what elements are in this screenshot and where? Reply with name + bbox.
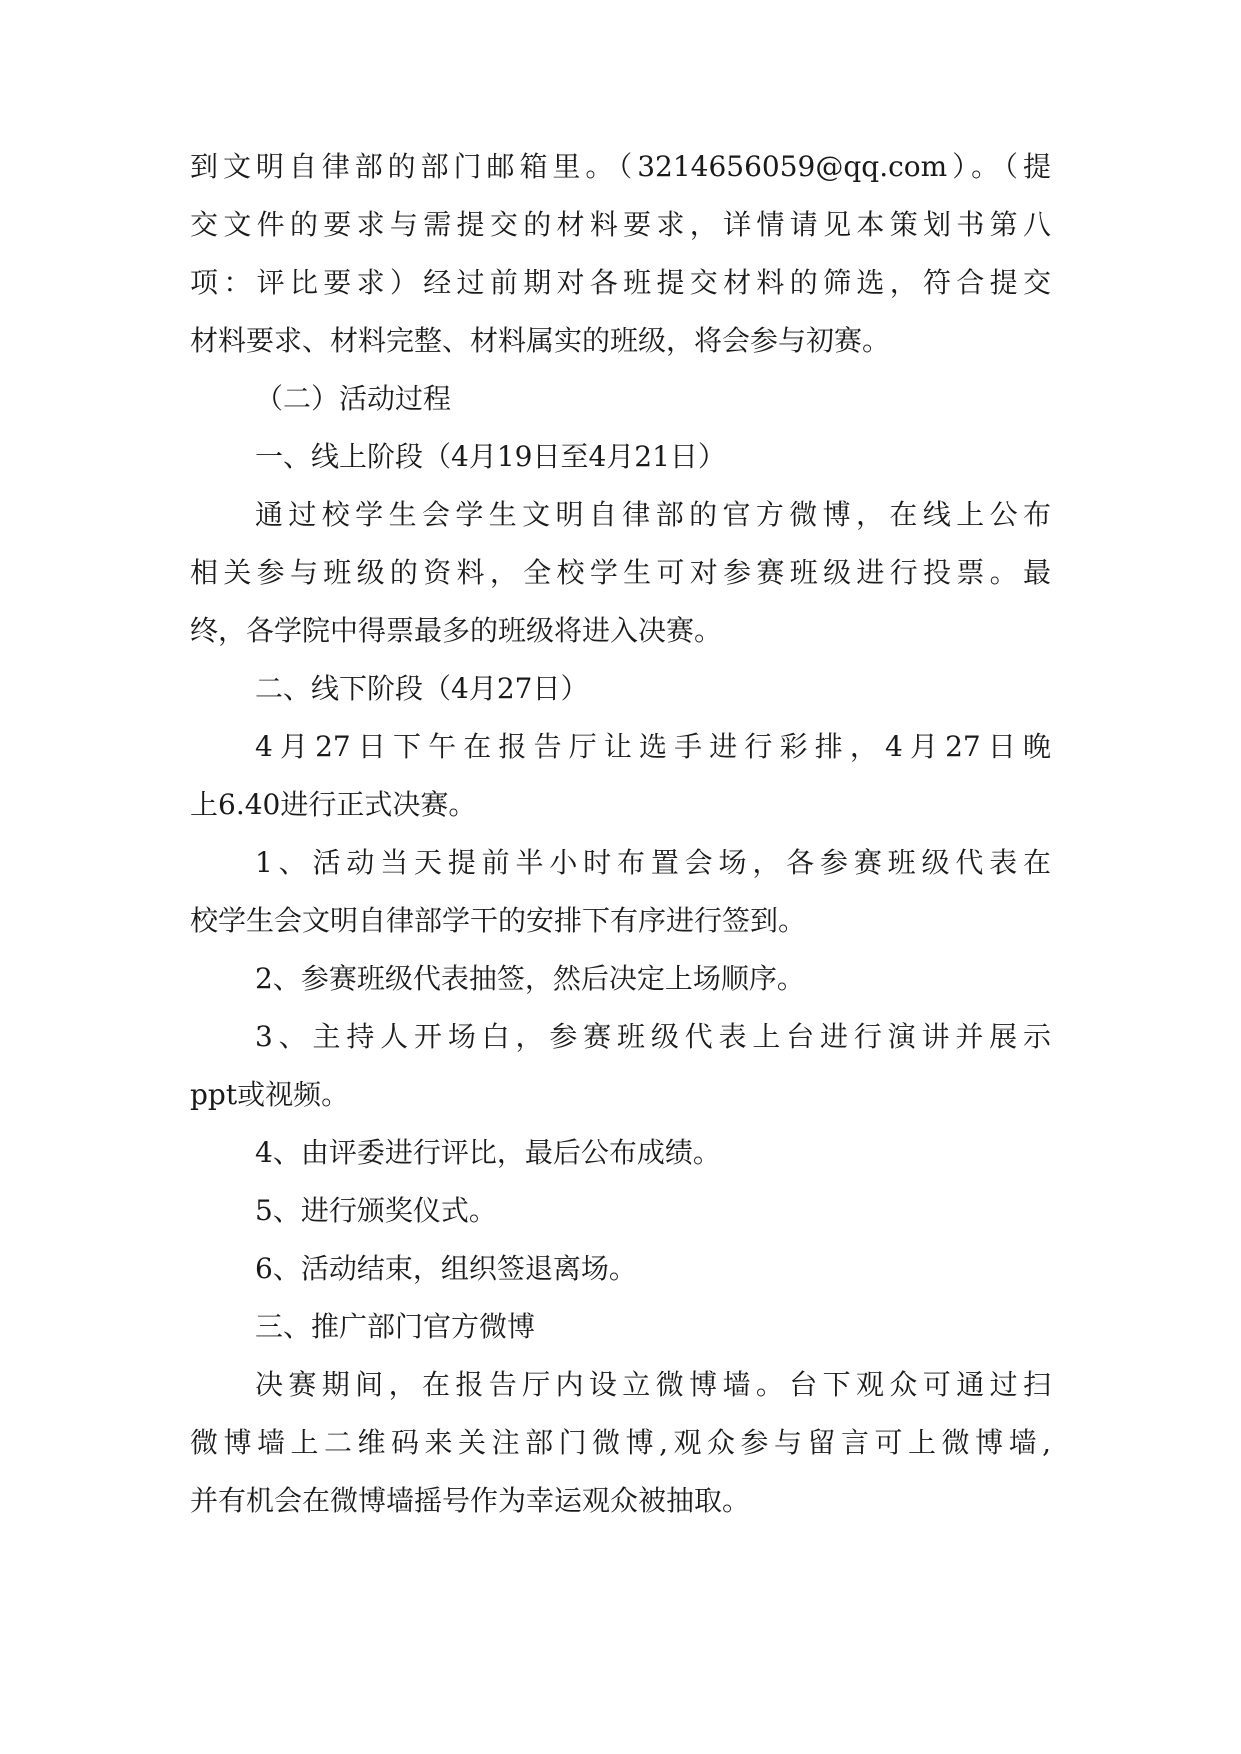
list-item-5: 5、进行颁奖仪式。 <box>255 1194 497 1227</box>
paragraph-line-9: 终，各学院中得票最多的班级将进入决赛。 <box>190 614 723 647</box>
paragraph-line-7: 通过校学生会学生文明自律部的官方微博，在线上公布 <box>255 498 1051 531</box>
list-item-1-line-2: 校学生会文明自律部学干的安排下有序进行签到。 <box>190 904 807 937</box>
list-item-3-line-2: ppt或视频。 <box>190 1078 350 1111</box>
paragraph-line-8: 相关参与班级的资料，全校学生可对参赛班级进行投票。最 <box>190 556 1051 589</box>
list-item-3-line-1: 3、主持人开场白，参赛班级代表上台进行演讲并展示 <box>255 1020 1051 1053</box>
paragraph-line-22: 决赛期间，在报告厅内设立微博墙。台下观众可通过扫 <box>255 1368 1051 1401</box>
paragraph-line-1: 到文明自律部的部门邮箱里。（3214656059@qq.com）。（提 <box>190 150 1051 183</box>
subheading-promote-weibo: 三、推广部门官方微博 <box>255 1310 536 1343</box>
paragraph-line-23: 微博墙上二维码来关注部门微博,观众参与留言可上微博墙, <box>190 1426 1051 1459</box>
paragraph-line-4: 材料要求、材料完整、材料属实的班级，将会参与初赛。 <box>190 324 891 357</box>
list-item-6: 6、活动结束，组织签退离场。 <box>255 1252 637 1285</box>
section-heading-activity-process: （二）活动过程 <box>255 382 452 415</box>
list-item-1-line-1: 1、活动当天提前半小时布置会场，各参赛班级代表在 <box>255 846 1051 879</box>
subheading-offline-stage: 二、线下阶段（4月27日） <box>255 672 589 705</box>
paragraph-line-12: 上6.40进行正式决赛。 <box>190 788 477 821</box>
list-item-2: 2、参赛班级代表抽签，然后决定上场顺序。 <box>255 962 805 995</box>
subheading-online-stage: 一、线上阶段（4月19日至4月21日） <box>255 440 726 473</box>
paragraph-line-2: 交文件的要求与需提交的材料要求，详情请见本策划书第八 <box>190 208 1051 241</box>
paragraph-line-11: 4月27日下午在报告厅让选手进行彩排，4月27日晚 <box>255 730 1051 763</box>
paragraph-line-3: 项：评比要求）经过前期对各班提交材料的筛选，符合提交 <box>190 266 1051 299</box>
paragraph-line-24: 并有机会在微博墙摇号作为幸运观众被抽取。 <box>190 1484 751 1517</box>
list-item-4: 4、由评委进行评比，最后公布成绩。 <box>255 1136 721 1169</box>
